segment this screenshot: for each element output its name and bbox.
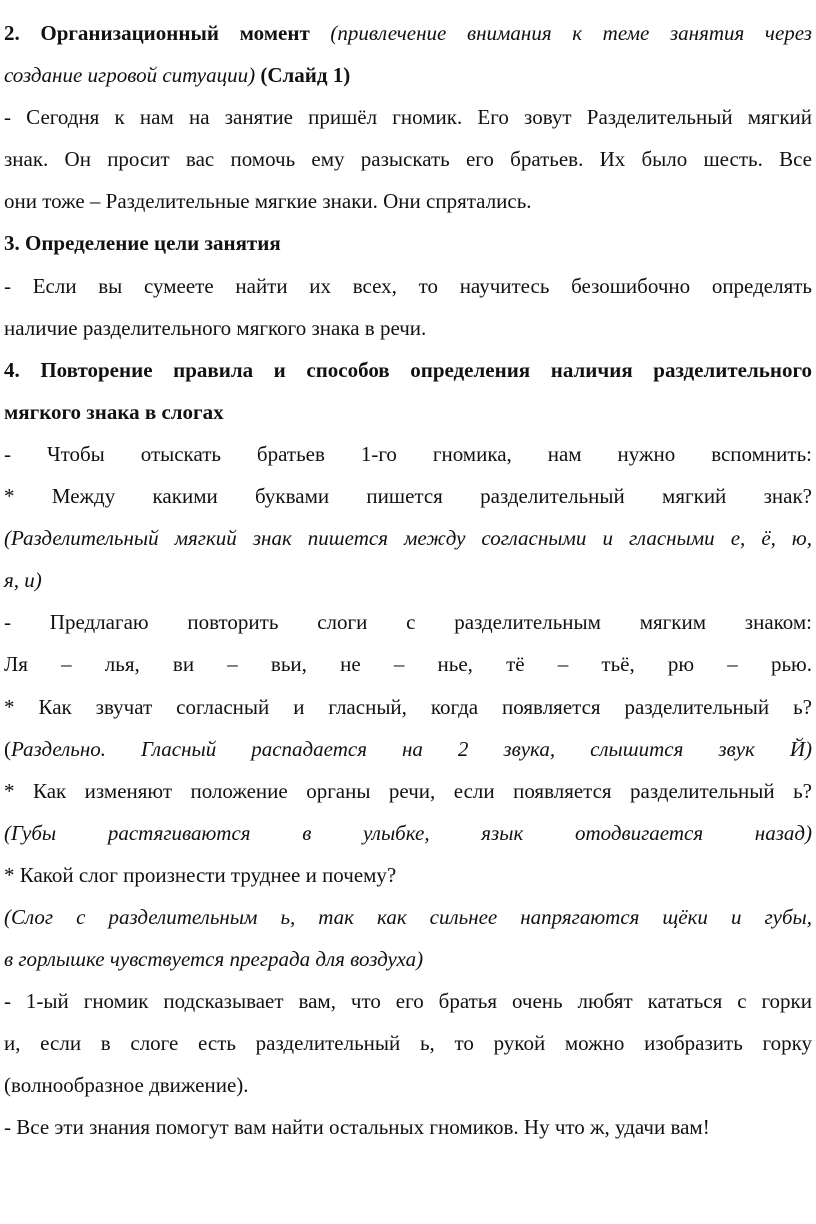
- section-2-note-cont: создание игровой ситуации): [4, 63, 256, 88]
- section-2-note: (привлечение внимания к теме занятия через: [309, 21, 812, 45]
- answer-line: в горлышке чувствуется преграда для воздуха): [4, 947, 424, 972]
- section-2-heading: [4, 12, 812, 54]
- question-line: * Между какими буквами пишется разделительный мягкий знак?: [4, 484, 812, 509]
- section-4-heading-cont: мягкого знака в слогах: [4, 399, 224, 424]
- text-line: - Все эти знания помогут вам найти остальных гномиков. Ну что ж, удачи вам!: [4, 1115, 710, 1140]
- text-line: - Сегодня к нам на занятие пришёл гномик. Его зовут Разделительный мягкий: [4, 105, 812, 130]
- text-line: знак. Он просит вас помочь ему разыскать его братьев. Их было шесть. Все: [4, 147, 812, 172]
- question-line: * Какой слог произнести труднее и почему?: [4, 862, 397, 887]
- text-line: и, если в слоге есть разделительный ь, то рукой можно изобразить горку: [4, 1031, 812, 1056]
- text-line: - Предлагаю повторить слоги с разделительным мягким знаком:: [4, 610, 812, 635]
- question-line: * Как изменяют положение органы речи, если появляется разделительный ь?: [4, 778, 812, 803]
- slide-label: (Слайд 1): [255, 63, 351, 88]
- text-line: - 1-ый гномик подсказывает вам, что его братья очень любят кататься с горки: [4, 989, 812, 1014]
- text-line: - Чтобы отыскать братьев 1-го гномика, нам нужно вспомнить:: [4, 441, 812, 466]
- section-2-heading-cont: [4, 54, 812, 96]
- text-line: они тоже – Разделительные мягкие знаки. Они спрятались.: [4, 189, 532, 214]
- text-line: (волнообразное движение).: [4, 1073, 249, 1098]
- answer-line: (Разделительный мягкий знак пишется между согласными и гласными е, ё, ю,: [4, 526, 812, 551]
- answer-line: (Губы растягиваются в улыбке, язык отодвигается назад): [4, 820, 812, 845]
- answer-line: [4, 728, 812, 770]
- section-4-heading: 4. Повторение правила и способов определения наличия разделительного: [4, 357, 812, 382]
- text-line: наличие разделительного мягкого знака в речи.: [4, 315, 427, 340]
- answer-text: Раздельно. Гласный распадается на 2 звука, слышится звук Й): [11, 736, 812, 761]
- section-2-title: 2. Организационный момент: [4, 21, 310, 45]
- section-3-heading: 3. Определение цели занятия: [4, 231, 281, 256]
- syllables-line: Ля – лья, ви – вьи, не – нье, тё – тьё, рю – рью.: [4, 652, 812, 677]
- text-line: - Если вы сумеете найти их всех, то научитесь безошибочно определять: [4, 273, 812, 298]
- answer-paren: (: [4, 736, 11, 761]
- question-line: * Как звучат согласный и гласный, когда появляется разделительный ь?: [4, 694, 812, 719]
- answer-line: (Слог с разделительным ь, так как сильнее напрягаются щёки и губы,: [4, 904, 812, 929]
- answer-line: я, и): [4, 568, 42, 593]
